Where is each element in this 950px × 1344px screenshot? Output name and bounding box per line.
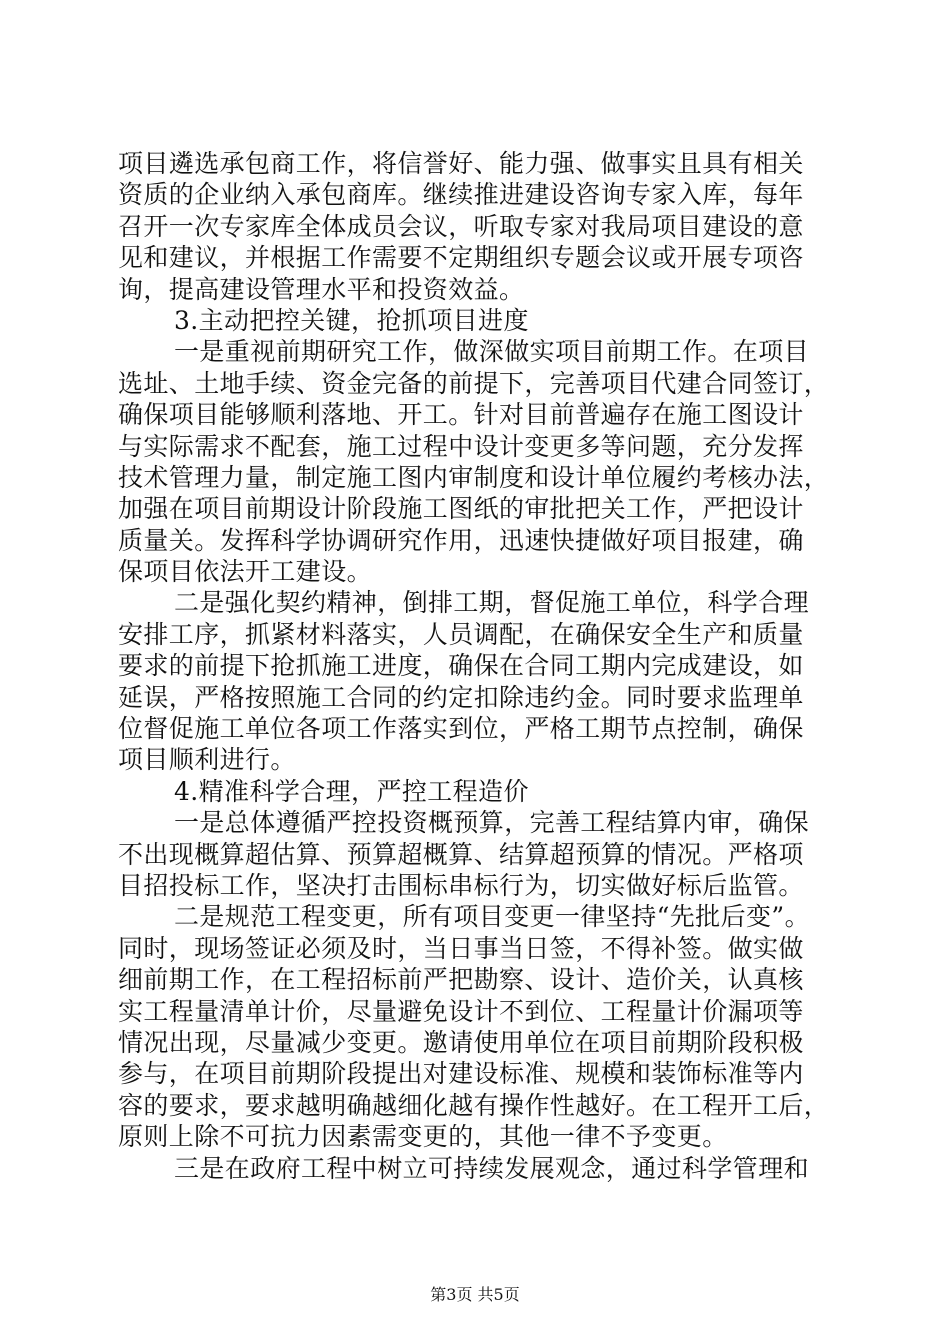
text-line: 技术管理力量，制定施工图内审制度和设计单位履约考核办法， — [118, 462, 830, 492]
text-line: 容的要求，要求越明确越细化越有操作性越好。在工程开工后， — [118, 1090, 830, 1120]
text-line: 要求的前提下抢抓施工进度，确保在合同工期内完成建设，如 — [118, 651, 804, 681]
text-line: 加强在项目前期设计阶段施工图纸的审批把关工作，严把设计 — [118, 494, 804, 524]
text-line: 3.主动把控关键，抢抓项目进度 — [174, 305, 529, 335]
text-line: 项目遴选承包商工作，将信誉好、能力强、做事实且具有相关 — [118, 149, 804, 178]
text-line: 细前期工作，在工程招标前严把勘察、设计、造价关，认真核 — [118, 965, 804, 995]
text-line: 原则上除不可抗力因素需变更的，其他一律不予变更。 — [118, 1122, 728, 1152]
text-line: 三是在政府工程中树立可持续发展观念，通过科学管理和 — [174, 1153, 810, 1183]
text-line: 情况出现，尽量减少变更。邀请使用单位在项目前期阶段积极 — [118, 1027, 804, 1057]
document-body — [118, 148, 836, 1184]
text-line: 与实际需求不配套，施工过程中设计变更多等问题，充分发挥 — [118, 431, 804, 461]
text-line: 二是规范工程变更，所有项目变更一律坚持“先批后变”。 — [174, 902, 810, 932]
text-line: 保项目依法开工建设。 — [118, 557, 373, 587]
text-line: 同时，现场签证必须及时，当日事当日签，不得补签。做实做 — [118, 933, 804, 963]
text-line: 4.精准科学合理，严控工程造价 — [174, 776, 529, 806]
text-line: 位督促施工单位各项工作落实到位，严格工期节点控制，确保 — [118, 714, 804, 744]
text-line: 延误，严格按照施工合同的约定扣除违约金。同时要求监理单 — [118, 682, 804, 712]
text-line: 目招投标工作，坚决打击围标串标行为，切实做好标后监管。 — [118, 870, 804, 900]
page-footer: 第3页 共5页 — [430, 1285, 520, 1304]
text-line: 召开一次专家库全体成员会议，听取专家对我局项目建设的意 — [118, 211, 804, 241]
text-line: 选址、土地手续、资金完备的前提下，完善项目代建合同签订， — [118, 368, 830, 398]
text-line: 一是总体遵循严控投资概预算，完善工程结算内审，确保 — [174, 808, 810, 838]
text-line: 不出现概算超估算、预算超概算、结算超预算的情况。严格项 — [118, 839, 804, 869]
text-line: 项目顺利进行。 — [118, 745, 296, 775]
text-line: 安排工序，抓紧材料落实，人员调配，在确保安全生产和质量 — [118, 619, 804, 649]
text-line: 参与，在项目前期阶段提出对建设标准、规模和装饰标准等内 — [118, 1059, 804, 1089]
text-line: 资质的企业纳入承包商库。继续推进建设咨询专家入库，每年 — [118, 180, 804, 210]
text-line: 见和建议，并根据工作需要不定期组织专题会议或开展专项咨 — [118, 243, 804, 273]
text-line: 质量关。发挥科学协调研究作用，迅速快捷做好项目报建，确 — [118, 525, 804, 555]
text-line: 确保项目能够顺利落地、开工。针对目前普遍存在施工图设计 — [118, 400, 804, 430]
text-line: 实工程量清单计价，尽量避免设计不到位、工程量计价漏项等 — [118, 996, 804, 1026]
text-line: 询，提高建设管理水平和投资效益。 — [118, 274, 525, 304]
text-line: 二是强化契约精神，倒排工期，督促施工单位，科学合理 — [174, 588, 810, 618]
text-line: 一是重视前期研究工作，做深做实项目前期工作。在项目 — [174, 337, 810, 367]
